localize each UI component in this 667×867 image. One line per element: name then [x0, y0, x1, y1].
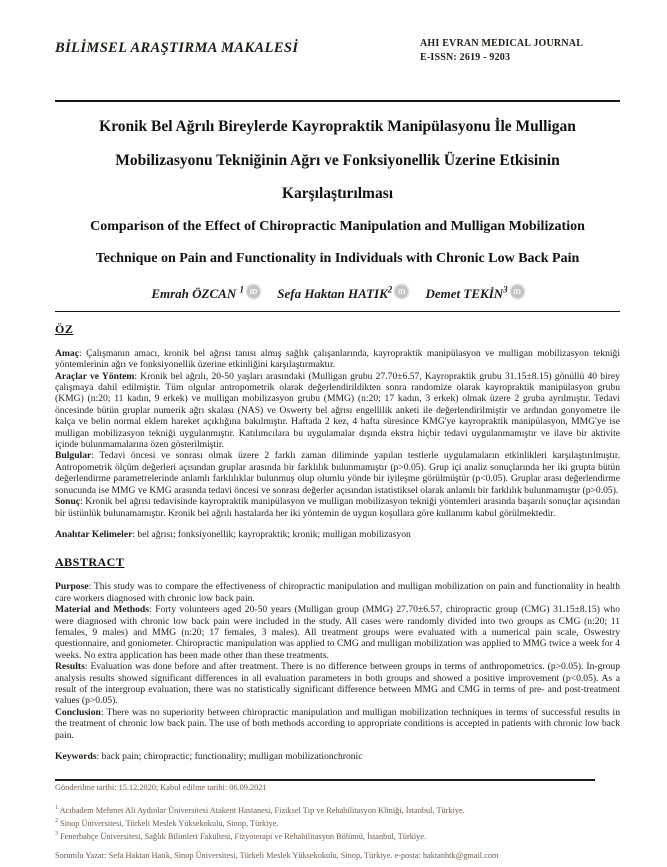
abstract-paragraph-results	[55, 661, 620, 707]
oz-paragraph-amac	[55, 348, 620, 371]
title-english-line: Comparison of the Effect of Chiropractic Manipulation and Mulligan Mobilization	[90, 218, 585, 234]
oz-heading: ÖZ	[55, 321, 74, 336]
abstract-paragraph-conclusion	[55, 707, 620, 741]
author-list	[55, 285, 620, 302]
journal-name: AHI EVRAN MEDICAL JOURNAL	[420, 38, 584, 49]
author	[151, 286, 260, 301]
orcid-icon[interactable]: iD	[511, 285, 524, 298]
corresponding-author: Sorumlu Yazar: Sefa Haktan Hatık, Sinop Üniversitesi, Türkeli Meslek Yüksekokulu, Sinop, Türkiye. e-posta: haktanhtk@gmail.com	[55, 851, 499, 861]
oz-keywords	[55, 529, 620, 540]
affiliation-number: 2	[55, 818, 58, 825]
author-name: Emrah ÖZCAN	[151, 285, 237, 301]
affiliation-number: 1	[55, 805, 58, 811]
title-english-line: Technique on Pain and Functionality in Individuals with Chronic Low Back Pain	[95, 250, 580, 266]
affiliation	[55, 803, 620, 816]
oz-paragraph-araclar	[55, 371, 620, 451]
paragraph-text: : Tedavi öncesi ve sonrası olmak üzere 2 farklı zaman diliminde yapılan testlerle uygulamaların etkinlikleri karşılaştırılmıştır. Antropometrik ölçüm değerleri açısından gruplar arasında bir farklılık bulunmamıştır (p>0.05). Grup içi analiz sonuçlarında her iki grupta bütün değerlendirme parametrelerinde anlamlı farklılıklar bulunmuş olup olumlu yönde bir iyileşme görülmüştür (p<0.05). Gruplar arası değerlendirme sonucunda ise MMG ve KMG arasında tedavi öncesi ve sonrası değerler açısından istatistiksel olarak anlamlı bir farklılık bulunmamıştır (p>0.05).	[55, 450, 620, 496]
orcid-icon[interactable]: iD	[247, 285, 260, 298]
abstract-paragraph-methods	[55, 604, 620, 661]
title-turkish-line: Karşılaştırılması	[281, 185, 394, 202]
affiliation-text: Acıbadem Mehmet Ali Aydınlar Üniversitesi Atakent Hastanesi, Fiziksel Tıp ve Rehabilitasyon Kliniği, İstanbul, Türkiye.	[58, 805, 465, 815]
paragraph-label: Amaç	[55, 347, 79, 359]
paragraph-text: : Forty volunteers aged 20-50 years (Mulligan group (MMG) 27.70±6.57, chiropractic group (CMG) 31.15±8.15) who were diagnosed with chronic low back pain were included in the study. All cases were randomly divided into two groups as CMG (n:20; 11 females, 9 males) and MMG (n:20; 17 females, 3 males). All treatment groups were evaluated with a numerical pain scale, Oswestry questionnaire, and goniometer. Chiropractic manipulation was applied to CMG and mulligan mobilization was applied to MMG twice a week for 4 weeks. No extra application has been made other than these treatments.	[55, 604, 620, 661]
orcid-icon[interactable]: iD	[395, 285, 408, 298]
author-name: Sefa Haktan HATIK	[277, 285, 388, 301]
page-header	[55, 0, 620, 64]
title-english	[55, 211, 620, 275]
affiliation-text: Fenerbahçe Üniversitesi, Sağlık Bilimleri Fakültesi, Fizyoterapi ve Rehabilitasyon Bölümü, İstanbul, Türkiye.	[58, 831, 427, 841]
page-content	[55, 0, 620, 762]
paragraph-label: Araçlar ve Yöntem	[55, 370, 135, 382]
paragraph-label: Purpose	[55, 581, 89, 593]
abstract-keywords	[55, 751, 620, 762]
paragraph-label: Bulgular	[55, 450, 92, 462]
paragraph-text: : Evaluation was done before and after treatment. There is no difference between groups in terms of anthropometrics. (p>0.05). In-group analysis results showed significant differences in all evaluation parameters in both groups and showed a positive improvement (p<0.05). As a result of the intergroup evaluation, there was no statistically significant difference between MMG and CMG in terms of pre- and post-treatment values (p>0.05).	[55, 661, 620, 707]
paragraph-text: : Çalışmanın amacı, kronik bel ağrısı tanısı almış sağlık çalışanlarında, kayropraktik manipülasyon ve mulligan mobilizasyon tekniği yöntemlerinin ağrı ve fonksiyonellik üzerine etkinliğini karşılaştırmaktır.	[55, 347, 620, 371]
keywords-label: Anahtar Kelimeler	[55, 528, 133, 540]
oz-body	[55, 348, 620, 519]
keywords-text: : back pain; chiropractic; functionality; mulligan mobilizationchronic	[96, 751, 363, 763]
authors-divider	[55, 311, 620, 312]
paragraph-text: : Kronik bel ağrısı tedavisinde kayropraktik manipülasyon ve mulligan mobilizasyon tekniği yöntemleri arasında başarılı sonuçlar açısından bir üstünlük bulunamamıştır. Kronik bel ağrılı hastalarda her iki yöntemin de uygun koşullara göre kullanımı kabul görülmektedir.	[55, 496, 620, 519]
page-footer	[55, 779, 620, 860]
abstract-body	[55, 581, 620, 741]
paragraph-label: Sonuç	[55, 496, 81, 508]
title-turkish-line: Mobilizasyonu Tekniğinin Ağrı ve Fonksiyonellik Üzerine Etkisinin	[115, 151, 560, 169]
oz-paragraph-sonuc	[55, 496, 620, 519]
abstract-paragraph-purpose	[55, 581, 620, 604]
paragraph-text: : Kronik bel ağrılı, 20-50 yaşları arasındaki (Mulligan grubu 27.70±6.57, Kayropraktik grubu 31.15±8.15) gönüllü 40 birey çalışmaya dahil edilmiştir. Tüm olgular antropometrik olarak değerlendirildikten sonra randomize olarak kayropraktik manipülasyon grubu (KMG) (n:20; 11 kadın, 9 erkek) ve mulligan mobilizasyon grubu (MMG) (n:20; 17 kadın, 3 erkek) olmak üzere 2 gruba ayrılmıştır. Tedavi öncesinde bütün gruplar numerik ağrı skalası (NAS) ve Oswerty bel ağrısı engellilik anketi ile değerlendirilmiştir ve ardından gonyometre ile kalça ve belin normal eklem hareket açıklığına bakılmıştır. Haftada 2 kez, 4 hafta süresince KMG'ye kayropraktik manipülasyon, MMG'ye ise mulligan mobilizasyon tekniği uygulanmıştır. Katılımcılara bu uygulamalar dışında ekstra hiçbir tedavi uygulanmamıştır ve ilave bir aktivite içinde bulunmamalarına özen gösterilmiştir.	[55, 370, 620, 451]
author-affiliation-number: 2	[387, 284, 393, 295]
oz-paragraph-bulgular	[55, 450, 620, 496]
author-affiliation-number: 3	[503, 284, 508, 295]
article-type-label: BİLİMSEL ARAŞTIRMA MAKALESİ	[55, 40, 299, 56]
author-affiliation-number: 1	[239, 284, 244, 295]
paragraph-label: Results	[55, 661, 85, 673]
author	[277, 286, 408, 301]
title-turkish-line: Kronik Bel Ağrılı Bireylerde Kayropraktik Manipülasyonu İle Mulligan	[99, 118, 576, 135]
paragraph-label: Conclusion	[55, 706, 101, 718]
keywords-text: : bel ağrısı; fonksiyonellik; kayropraktik; kronik; mulligan mobilizasyon	[132, 528, 411, 540]
author-name: Demet TEKİN	[425, 285, 504, 301]
journal-info	[420, 37, 620, 64]
keywords-label: Keywords	[55, 751, 97, 763]
paragraph-text: : There was no superiority between chiropractic manipulation and mulligan mobilization techniques in terms of successful results in the treatment of chronic low back pain. The use of both methods according to appropriate conditions is accepted in patients with chronic low back pain.	[55, 706, 620, 741]
author	[426, 286, 524, 301]
title-turkish	[55, 110, 620, 211]
affiliation-list	[55, 803, 620, 842]
submission-dates: Gönderilme tarihi: 15.12.2020; Kabul edilme tarihi: 06.09.2021	[55, 783, 267, 792]
abstract-heading: ABSTRACT	[55, 555, 125, 570]
paragraph-text: : This study was to compare the effectiveness of chiropractic manipulation and mulligan mobilization on pain and functionality in health care workers diagnosed with chronic low back pain.	[55, 581, 620, 604]
footer-divider	[55, 779, 595, 781]
affiliation	[55, 816, 620, 829]
paragraph-label: Material and Methods	[55, 604, 149, 616]
affiliation-number: 3	[55, 831, 58, 838]
affiliation	[55, 829, 620, 842]
journal-issn: E-ISSN: 2619 - 9203	[420, 51, 511, 63]
affiliation-text: Sinop Üniversitesi, Türkeli Meslek Yüksekokulu, Sinop, Türkiye.	[58, 818, 279, 828]
header-divider	[55, 100, 620, 102]
